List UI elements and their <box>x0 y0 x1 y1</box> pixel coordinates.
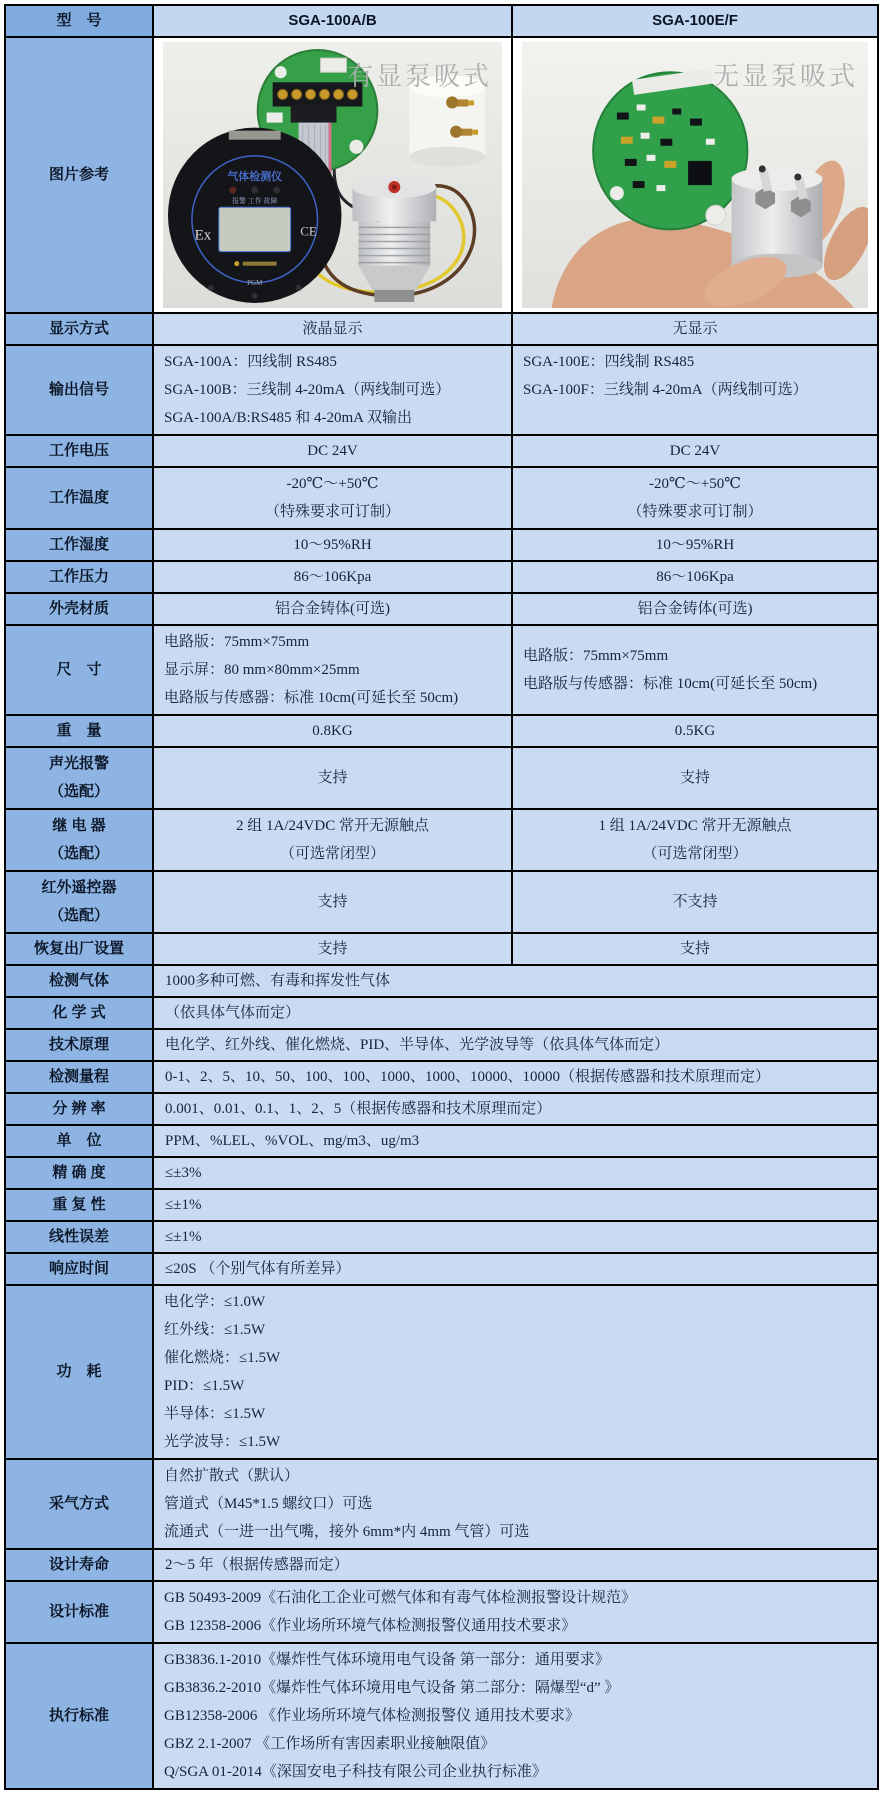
spec-cell: （依具体气体而定） <box>153 997 878 1029</box>
row-label: 采气方式 <box>5 1459 153 1549</box>
gauge-led-labels: 报警 工作 故障 <box>232 197 278 206</box>
spec-row-resolution <box>5 1093 878 1125</box>
row-label: 单 位 <box>5 1125 153 1157</box>
spec-row-dimensions <box>5 625 878 715</box>
spec-cell: 2～5 年（根据传感器而定） <box>153 1549 878 1581</box>
spec-row-temperature <box>5 467 878 529</box>
product-photo-sga100ef <box>522 42 868 308</box>
spec-cell: 电路版：75mm×75mm 显示屏：80 mm×80mm×25mm 电路版与传感器：标准 10cm(可延长至 50cm) <box>153 625 512 715</box>
spec-row-range <box>5 1061 878 1093</box>
spec-cell: PPM、%LEL、%VOL、mg/m3、ug/m3 <box>153 1125 878 1157</box>
spec-cell: 无显示 <box>512 313 878 345</box>
row-label: 分 辨 率 <box>5 1093 153 1125</box>
spec-row-execution-standard <box>5 1643 878 1789</box>
spec-cell: -20℃～+50℃ （特殊要求可订制） <box>153 467 512 529</box>
row-label-image: 图片参考 <box>5 37 153 313</box>
row-label: 尺 寸 <box>5 625 153 715</box>
spec-row-factory-reset <box>5 933 878 965</box>
spec-cell: GB 50493-2009《石油化工企业可燃气体和有毒气体检测报警设计规范》 GB 12358-2006《作业场所环境气体检测报警仪通用技术要求》 <box>153 1581 878 1643</box>
row-label: 重 量 <box>5 715 153 747</box>
spec-cell: 0-1、2、5、10、50、100、100、1000、1000、10000、10000（根据传感器和技术原理而定） <box>153 1061 878 1093</box>
spec-table <box>4 4 879 1790</box>
spec-cell: 86～106Kpa <box>153 561 512 593</box>
spec-cell: -20℃～+50℃ （特殊要求可订制） <box>512 467 878 529</box>
spec-cell: 电化学、红外线、催化燃烧、PID、半导体、光学波导等（依具体气体而定） <box>153 1029 878 1061</box>
gauge-pgm-label: PGM <box>247 278 263 287</box>
spec-cell: 电化学：≤1.0W 红外线：≤1.5W 催化燃烧：≤1.5W PID：≤1.5W 半导体：≤1.5W 光学波导：≤1.5W <box>153 1285 878 1459</box>
spec-row-lifespan <box>5 1549 878 1581</box>
spec-row-formula <box>5 997 878 1029</box>
spec-cell: 支持 <box>153 933 512 965</box>
header-model-label: 型 号 <box>5 5 153 37</box>
row-label: 恢复出厂设置 <box>5 933 153 965</box>
spec-row-output-signal <box>5 345 878 435</box>
spec-row-relay <box>5 809 878 871</box>
row-label: 继 电 器 （选配） <box>5 809 153 871</box>
spec-cell: 电路版：75mm×75mm 电路版与传感器：标准 10cm(可延长至 50cm) <box>512 625 878 715</box>
spec-cell: 0.8KG <box>153 715 512 747</box>
row-label: 执行标准 <box>5 1643 153 1789</box>
row-label: 工作温度 <box>5 467 153 529</box>
row-label: 重 复 性 <box>5 1189 153 1221</box>
spec-cell: 自然扩散式（默认） 管道式（M45*1.5 螺纹口）可选 流通式（一进一出气嘴，接外 6mm*内 4mm 气管）可选 <box>153 1459 878 1549</box>
watermark-left: 有显泵吸式 <box>346 61 492 91</box>
spec-cell: 不支持 <box>512 871 878 933</box>
spec-row-power <box>5 1285 878 1459</box>
row-label: 工作湿度 <box>5 529 153 561</box>
spec-row-gases <box>5 965 878 997</box>
row-label: 设计寿命 <box>5 1549 153 1581</box>
row-label: 显示方式 <box>5 313 153 345</box>
spec-row-repeatability <box>5 1189 878 1221</box>
row-label: 红外遥控器 （选配） <box>5 871 153 933</box>
row-label: 响应时间 <box>5 1253 153 1285</box>
spec-cell: 0.001、0.01、0.1、1、2、5（根据传感器和技术原理而定） <box>153 1093 878 1125</box>
header-model-col1: SGA-100A/B <box>153 5 512 37</box>
spec-cell: GB3836.1-2010《爆炸性气体环境用电气设备 第一部分：通用要求》 GB3836.2-2010《爆炸性气体环境用电气设备 第二部分：隔爆型“d” 》 GB12358-2006 《作业场所环境气体检测报警仪 通用技术要求》 GBZ 2.1-2007 《工作场所有害因素职业接触限值》 Q/SGA 01-2014《深国安电子科技有限公司企业执行标准》 <box>153 1643 878 1789</box>
spec-row-pressure <box>5 561 878 593</box>
row-label: 化 学 式 <box>5 997 153 1029</box>
product-photo-sga100ab <box>163 42 502 308</box>
spec-row-ir-remote <box>5 871 878 933</box>
image-row <box>5 37 878 313</box>
spec-cell: 支持 <box>512 933 878 965</box>
spec-cell: 1 组 1A/24VDC 常开无源触点 （可选常闭型） <box>512 809 878 871</box>
row-label: 检测气体 <box>5 965 153 997</box>
row-label: 设计标准 <box>5 1581 153 1643</box>
spec-cell: 10～95%RH <box>512 529 878 561</box>
spec-row-housing <box>5 593 878 625</box>
spec-cell: SGA-100A：四线制 RS485 SGA-100B：三线制 4-20mA（两线制可选） SGA-100A/B:RS485 和 4-20mA 双输出 <box>153 345 512 435</box>
row-label: 技术原理 <box>5 1029 153 1061</box>
spec-cell: 铝合金铸体(可选) <box>153 593 512 625</box>
row-label: 检测量程 <box>5 1061 153 1093</box>
gauge-ce-mark: CE <box>300 223 317 239</box>
spec-cell: 支持 <box>153 871 512 933</box>
spec-cell: DC 24V <box>153 435 512 467</box>
spec-cell: 86～106Kpa <box>512 561 878 593</box>
spec-cell: 0.5KG <box>512 715 878 747</box>
row-label: 线性误差 <box>5 1221 153 1253</box>
spec-row-response-time <box>5 1253 878 1285</box>
header-model-col2: SGA-100E/F <box>512 5 878 37</box>
spec-row-unit <box>5 1125 878 1157</box>
spec-cell: 2 组 1A/24VDC 常开无源触点 （可选常闭型） <box>153 809 512 871</box>
spec-cell: ≤±1% <box>153 1189 878 1221</box>
row-label: 精 确 度 <box>5 1157 153 1189</box>
cell-image-col1 <box>153 37 512 313</box>
row-label: 工作压力 <box>5 561 153 593</box>
spec-cell: 液晶显示 <box>153 313 512 345</box>
gauge-head <box>168 128 341 303</box>
spec-cell: ≤±1% <box>153 1221 878 1253</box>
spec-cell: 1000多种可燃、有毒和挥发性气体 <box>153 965 878 997</box>
spec-row-accuracy <box>5 1157 878 1189</box>
spec-cell: 10～95%RH <box>153 529 512 561</box>
spec-cell: SGA-100E：四线制 RS485 SGA-100F：三线制 4-20mA（两线制可选） <box>512 345 878 435</box>
spec-row-display-mode <box>5 313 878 345</box>
spec-row-sampling <box>5 1459 878 1549</box>
gauge-ex-mark: Ex <box>194 227 212 244</box>
spec-row-weight <box>5 715 878 747</box>
cell-image-col2 <box>512 37 878 313</box>
spec-row-design-standard <box>5 1581 878 1643</box>
row-label: 工作电压 <box>5 435 153 467</box>
spec-cell: 铝合金铸体(可选) <box>512 593 878 625</box>
spec-row-principle <box>5 1029 878 1061</box>
gauge-title-text: 气体检测仪 <box>227 170 283 184</box>
row-label: 功 耗 <box>5 1285 153 1459</box>
header-row <box>5 5 878 37</box>
spec-cell: 支持 <box>512 747 878 809</box>
spec-cell: ≤20S （个别气体有所差异） <box>153 1253 878 1285</box>
row-label: 外壳材质 <box>5 593 153 625</box>
row-label: 声光报警 （选配） <box>5 747 153 809</box>
watermark-right: 无显泵吸式 <box>712 61 858 91</box>
spec-row-voltage <box>5 435 878 467</box>
spec-row-humidity <box>5 529 878 561</box>
spec-cell: DC 24V <box>512 435 878 467</box>
spec-row-sound-light-alarm <box>5 747 878 809</box>
spec-row-linearity <box>5 1221 878 1253</box>
row-label: 输出信号 <box>5 345 153 435</box>
spec-cell: 支持 <box>153 747 512 809</box>
spec-cell: ≤±3% <box>153 1157 878 1189</box>
